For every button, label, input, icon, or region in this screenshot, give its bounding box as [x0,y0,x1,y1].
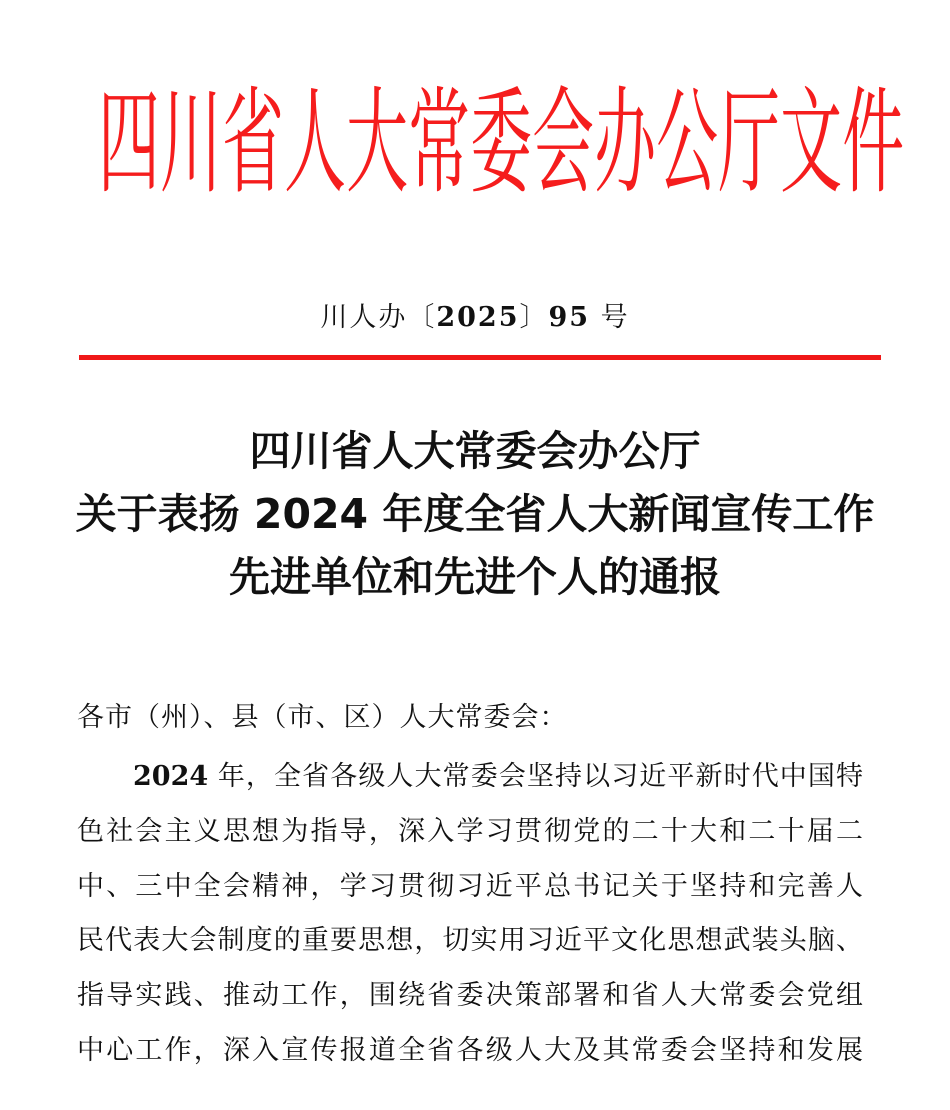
masthead-char: 会 [532,74,595,210]
body-line-6: 中心工作，深入宣传报道全省各级人大及其常委会坚持和发展 [77,1034,863,1066]
document-title [0,420,950,609]
masthead-char: 省 [222,74,285,210]
title-line-2: 关于表扬 2024 年度全省人大新闻宣传工作 [75,490,875,538]
doc-number-value: 95 [548,302,591,333]
body-paragraph [77,750,863,1079]
red-separator-line [79,355,881,360]
body-lead-year: 2024 [133,761,209,792]
doc-number-suffix: 号 [600,302,630,333]
body-line-1 [77,750,863,805]
doc-number-prefix: 川人办 [320,302,408,333]
body-line-3: 中、三中全会精神，学习贯彻习近平总书记关于坚持和完善人 [77,870,863,902]
title-line-1: 四川省人大常委会办公厅 [249,427,701,475]
doc-number-year: 2025 [436,302,520,333]
masthead-char: 大 [346,74,409,210]
masthead-char: 办 [594,74,657,210]
masthead-char: 四 [98,74,161,210]
body-line-1-text: 年，全省各级人大常委会坚持以习近平新时代中国特 [208,761,863,792]
masthead-char: 公 [656,74,719,210]
masthead-char: 川 [160,74,223,210]
salutation: 各市（州）、县（市、区）人大常委会： [77,702,568,733]
doc-number-bracket-open: 〔 [407,302,437,333]
masthead-char: 厅 [718,74,781,210]
body-line-2: 色社会主义思想为指导，深入学习贯彻党的二十大和二十届二 [77,815,863,847]
body-line-4: 民代表大会制度的重要思想，切实用习近平文化思想武装头脑、 [77,925,863,957]
body-line-5: 指导实践、推动工作，围绕省委决策部署和省人大常委会党组 [77,980,863,1012]
masthead-char: 人 [284,74,347,210]
masthead-char: 文 [780,74,843,210]
doc-number-bracket-close: 〕 [519,302,549,333]
masthead-char: 件 [842,74,905,210]
document-number [0,300,950,336]
masthead-char: 常 [408,74,471,210]
masthead-char: 委 [470,74,533,210]
title-line-3: 先进单位和先进个人的通报 [229,553,721,601]
masthead-title [98,74,905,210]
